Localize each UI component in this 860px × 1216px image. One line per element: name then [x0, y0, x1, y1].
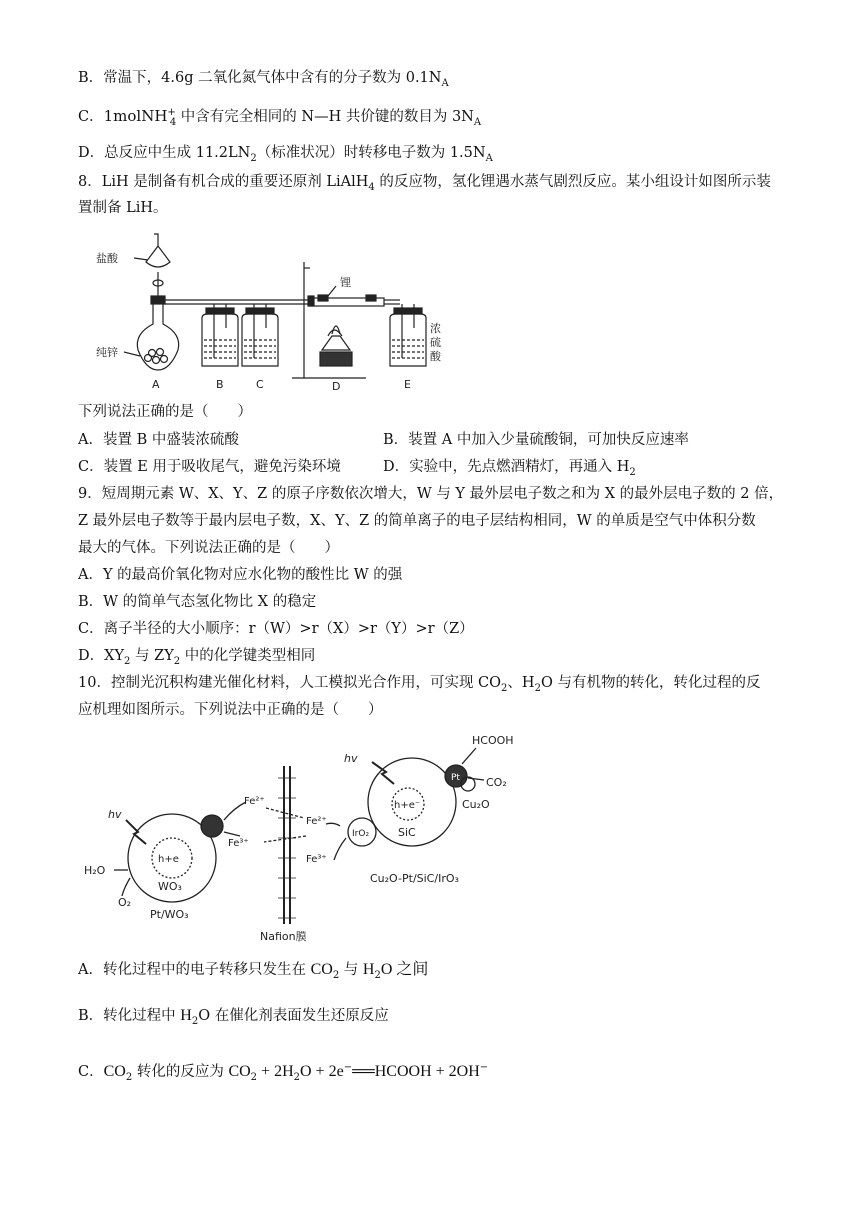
label-C: C [256, 378, 264, 391]
label-pure-zinc: 纯锌 [96, 346, 118, 359]
q9-option-d: D．$XY_2$ 与 $ZY_2$ 中的化学键类型相同 [78, 648, 316, 667]
label-B: B [216, 378, 224, 391]
q7-option-d: D．总反应中生成 $11.2LN_2$（标准状况）时转移电子数为 $1.5N_A$ [78, 145, 493, 164]
label-fe3-left: Fe³⁺ [228, 838, 249, 849]
label-fe2-right: Fe²⁺ [306, 816, 327, 827]
q8-option-c: C．装置 E 用于吸收尾气，避免污染环境 [78, 459, 341, 475]
label-hole-electron-right: h+e⁻ [394, 800, 421, 811]
q10-stem-line1: 10．控制光沉积构建光催化材料，人工模拟光合作用，可实现 $CO_2$、$H_2O$ 与有机物的转化，转化过程的反 [78, 675, 761, 694]
label-hv-right: hv [344, 752, 358, 765]
q10-option-c: C．$CO_2$ 转化的反应为 $CO_2 + 2H_2O$ + 2e−══HCOOH + 2OH− [78, 1062, 489, 1083]
q9-option-a: A．Y 的最高价氧化物对应水化物的酸性比 W 的强 [78, 567, 403, 583]
q8-question: 下列说法正确的是（ ） [78, 404, 252, 420]
label-hole-electron-left: h+e [158, 854, 179, 865]
q8-stem-line2: 置制备 LiH。 [78, 200, 168, 216]
q7-option-c: C．1molNH+$_4$ 中含有完全相同的 N—H 共价键的数目为 $3N_A$ [78, 107, 482, 128]
label-o2: O₂ [118, 896, 132, 909]
label-fe3-right: Fe³⁺ [306, 854, 327, 865]
q10-stem-line2: 应机理如图所示。下列说法中正确的是（ ） [78, 702, 383, 718]
q9-option-c: C．离子半径的大小顺序：r（W）>r（X）>r（Y）>r（Z） [78, 621, 474, 637]
label-hcooh: HCOOH [472, 734, 514, 747]
label-h2o: H₂O [84, 864, 106, 877]
label-acid-1: 浓 [430, 322, 441, 335]
q8-apparatus-figure [96, 228, 446, 393]
label-hydrochloric-acid: 盐酸 [96, 252, 118, 265]
q9-stem-line1: 9．短周期元素 W、X、Y、Z 的原子序数依次增大，W 与 Y 最外层电子数之和为 X 的最外层电子数的 2 倍， [78, 486, 784, 502]
q9-stem-line2: Z 最外层电子数等于最内层电子数，X、Y、Z 的简单离子的电子层结构相同，W 的单质是空气中体积分数 [78, 513, 756, 529]
label-wo3: WO₃ [158, 880, 182, 893]
label-co2: CO₂ [486, 776, 507, 789]
q8-option-d: D．实验中，先点燃酒精灯，再通入 $H_2$ [383, 459, 636, 478]
label-lithium: 锂 [340, 276, 351, 289]
label-sic: SiC [398, 826, 416, 839]
label-A: A [152, 378, 160, 391]
label-acid-3: 酸 [430, 350, 441, 363]
q7-option-b: B．常温下，4.6g 二氧化氮气体中含有的分子数为 $0.1N_A$ [78, 70, 449, 89]
q10-option-a: A．转化过程中的电子转移只发生在 $CO_2$ 与 $H_2O$ 之间 [78, 961, 429, 981]
label-nafion: Nafion膜 [260, 930, 307, 943]
label-E: E [404, 378, 411, 391]
label-catalyst-left: Pt/WO₃ [150, 908, 189, 921]
q9-stem-line3: 最大的气体。下列说法正确的是（ ） [78, 540, 339, 556]
label-fe2-left: Fe²⁺ [244, 796, 265, 807]
q10-option-b: B．转化过程中 $H_2O$ 在催化剂表面发生还原反应 [78, 1007, 389, 1027]
label-pt: Pt [451, 773, 460, 783]
label-cu2o: Cu₂O [462, 798, 490, 811]
q8-stem-line1: 8．LiH 是制备有机合成的重要还原剂 LiAlH$_4$ 的反应物，氢化锂遇水蒸气剧烈反应。某小组设计如图所示装 [78, 174, 771, 193]
q10-mechanism-figure [78, 728, 538, 946]
label-hv-left: hv [108, 808, 122, 821]
q8-option-a: A．装置 B 中盛装浓硫酸 [78, 432, 239, 448]
label-iro2: IrO₂ [352, 829, 370, 839]
q8-option-b: B．装置 A 中加入少量硫酸铜，可加快反应速率 [383, 432, 689, 448]
label-acid-2: 硫 [430, 336, 441, 349]
q9-option-b: B．W 的简单气态氢化物比 X 的稳定 [78, 594, 317, 610]
label-D: D [332, 380, 341, 393]
label-catalyst-right: Cu₂O-Pt/SiC/IrO₃ [370, 872, 459, 885]
